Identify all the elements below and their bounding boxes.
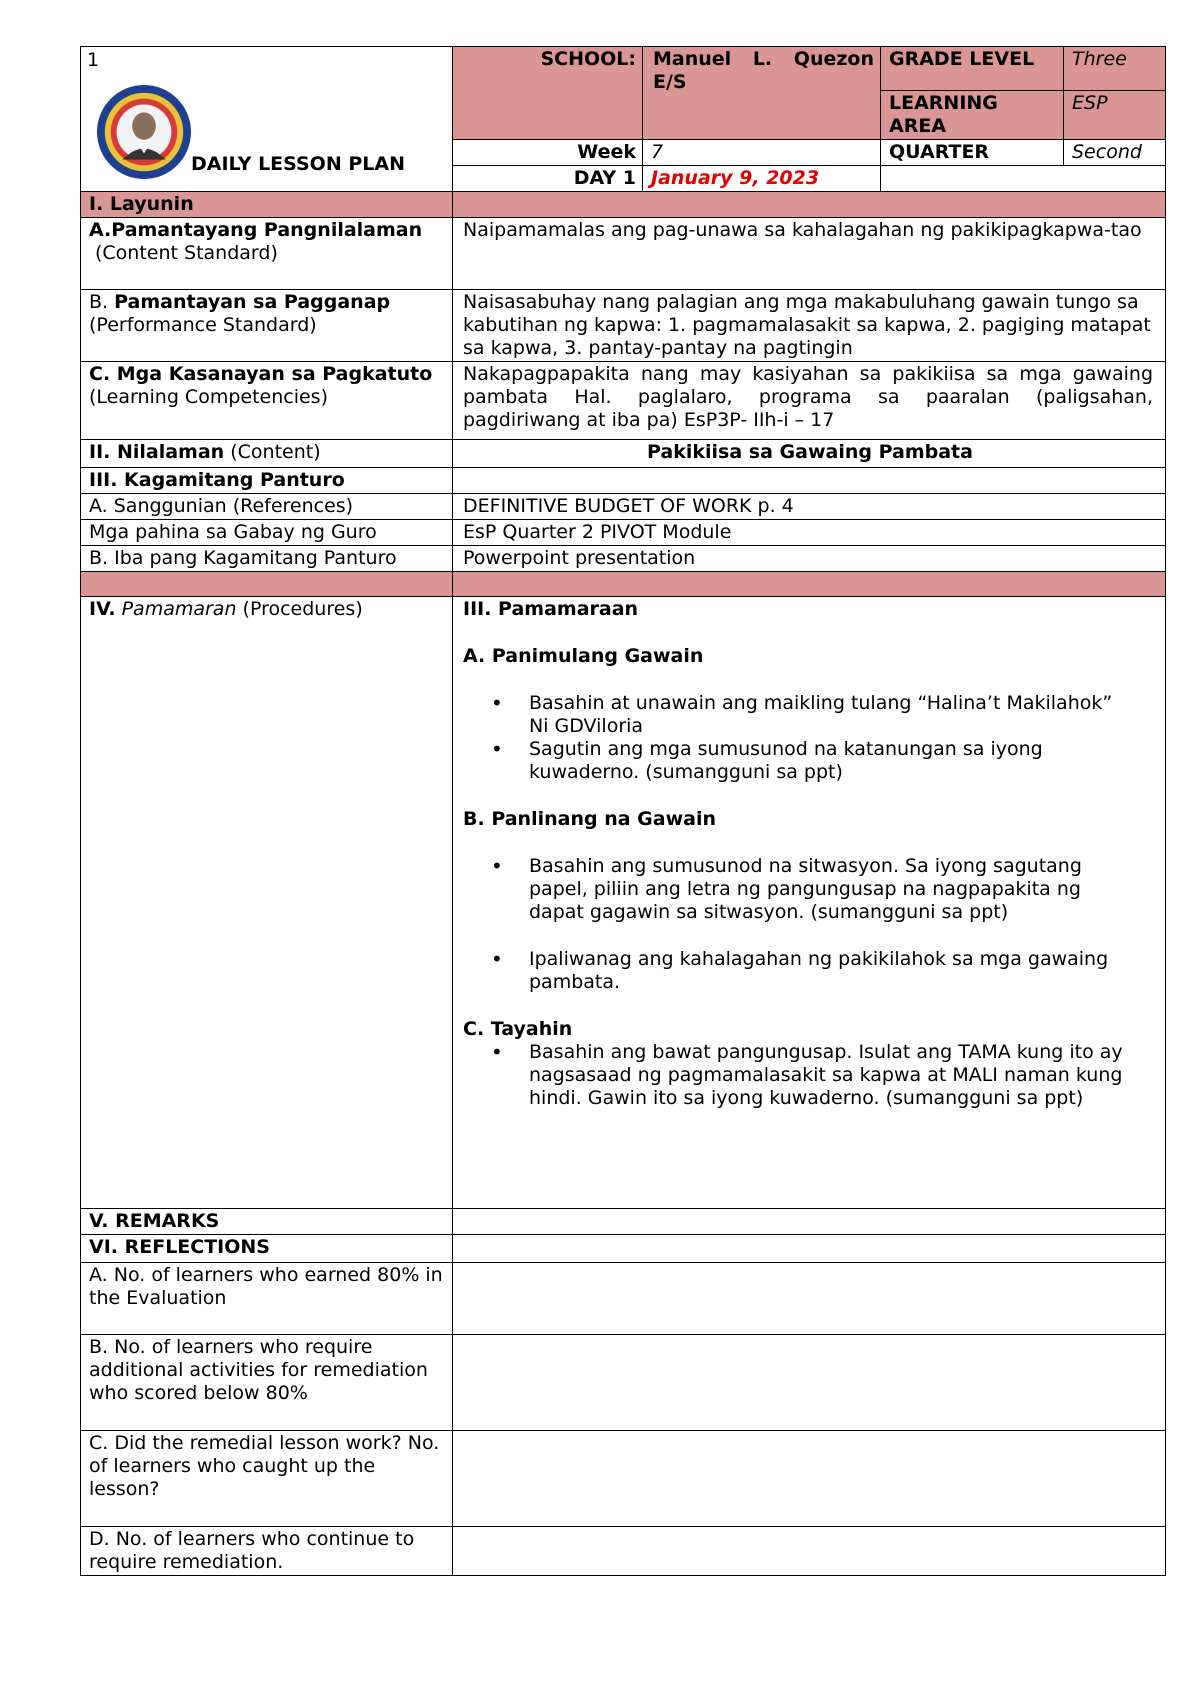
performance-standard-label <box>81 290 453 362</box>
section-c-list <box>463 1041 1125 1110</box>
lesson-plan-sheet <box>80 46 1165 1576</box>
lesson-plan-table <box>80 46 1166 1576</box>
reflections-value <box>453 1235 1166 1263</box>
performance-standard-value: Naisasabuhay nang palagian ang mga makabuluhang gawain tungo sa kabutihan ng kapwa: 1. pagmamalasakit sa kapwa, 2. pagiging matapat sa kapwa, 3. pantay-pantay na pagtingin <box>453 290 1166 362</box>
quarter-value: Second <box>1064 140 1166 166</box>
layunin-heading: I. Layunin <box>81 192 453 218</box>
layunin-bar <box>453 192 1166 218</box>
competencies-title: C. Mga Kasanayan sa Pagkatuto <box>89 363 433 385</box>
kagamitan-empty <box>453 468 1166 494</box>
reflection-b-label: B. No. of learners who require additional activities for remediation who scored below 80% <box>81 1335 453 1431</box>
remarks-heading: V. REMARKS <box>81 1209 453 1235</box>
procedures-heading: III. Pamamaraan <box>463 598 639 620</box>
nilalaman-value: Pakikiisa sa Gawaing Pambata <box>453 440 1166 468</box>
separator-bar-right <box>453 572 1166 597</box>
nilalaman-label <box>81 440 453 468</box>
header-logo-cell <box>81 47 453 192</box>
other-materials-value: Powerpoint presentation <box>453 546 1166 572</box>
list-item: • Basahin ang bawat pangungusap. Isulat ang TAMA kung ito ay nagsasaad ng pagmamalasakit sa kapwa at MALI naman kung hindi. Gawin ito sa iyong kuwaderno. (sumangguni sa ppt) <box>529 1041 1125 1110</box>
procedures-content <box>453 597 1166 1209</box>
section-a-list <box>463 692 1125 784</box>
references-label: A. Sanggunian (References) <box>81 494 453 520</box>
week-value: 7 <box>643 140 881 166</box>
poem-instruction: • Basahin at unawain ang maikling tulang “Halina’t Makilahok” <box>529 692 1113 714</box>
reflection-c-label: C. Did the remedial lesson work? No. of learners who caught up the lesson? <box>81 1431 453 1527</box>
section-b-list-2 <box>463 948 1125 994</box>
other-materials-label: B. Iba pang Kagamitang Panturo <box>81 546 453 572</box>
content-standard-label <box>81 218 453 290</box>
reflection-d-label: D. No. of learners who continue to require remediation. <box>81 1527 453 1576</box>
grade-level-value: Three <box>1064 47 1166 91</box>
learning-area-value: ESP <box>1064 91 1166 140</box>
list-item: • Sagutin ang mga sumusunod na katanungan sa iyong kuwaderno. (sumangguni sa ppt) <box>529 738 1125 784</box>
learning-area-label: LEARNING AREA <box>881 91 1064 140</box>
procedures-number: IV. <box>89 598 116 620</box>
reflection-b-value <box>453 1335 1166 1431</box>
school-value: Manuel L. Quezon E/S <box>643 47 881 140</box>
competencies-sub: (Learning Competencies) <box>89 386 328 408</box>
competencies-value: Nakapagpapakita nang may kasiyahan sa pakikiisa sa mga gawaing pambata Hal. paglalaro, programa sa paaralan (paligsahan, pagdiriwang at iba pa) EsP3P- IIh-i – 17 <box>453 362 1166 440</box>
list-item: • Basahin ang sumusunod na sitwasyon. Sa iyong sagutang papel, piliin ang letra ng pangungusap na nagpapakita ng dapat gagawin sa sitwasyon. (sumangguni sa ppt) <box>529 855 1125 924</box>
section-b-list <box>463 855 1125 924</box>
reflection-a-label: A. No. of learners who earned 80% in the Evaluation <box>81 1263 453 1335</box>
procedures-sub: (Procedures) <box>242 598 363 620</box>
performance-standard-title: Pamantayan sa Pagganap <box>114 291 391 313</box>
day-empty-cell <box>881 166 1166 192</box>
content-standard-title: A.Pamantayang Pangnilalaman <box>89 219 423 241</box>
grade-level-label: GRADE LEVEL <box>881 47 1064 91</box>
nilalaman-title: II. Nilalaman <box>89 441 225 463</box>
teacher-guide-value: EsP Quarter 2 PIVOT Module <box>453 520 1166 546</box>
section-b-heading: B. Panlinang na Gawain <box>463 808 716 830</box>
reflection-c-value <box>453 1431 1166 1527</box>
school-label: SCHOOL: <box>453 47 643 140</box>
day-date: January 9, 2023 <box>643 166 881 192</box>
section-c-heading: C. Tayahin <box>463 1018 573 1040</box>
school-logo-icon <box>95 83 193 181</box>
week-label: Week <box>453 140 643 166</box>
performance-standard-prefix: B. <box>89 291 109 313</box>
reflections-heading: VI. REFLECTIONS <box>81 1235 453 1263</box>
reflection-a-value <box>453 1263 1166 1335</box>
nilalaman-sub: (Content) <box>224 441 321 463</box>
remarks-value <box>453 1209 1166 1235</box>
reflection-d-value <box>453 1527 1166 1576</box>
poem-author: Ni GDViloria <box>529 715 644 737</box>
lesson-plan-title: DAILY LESSON PLAN <box>191 153 405 175</box>
competencies-label <box>81 362 453 440</box>
list-item: • Ipaliwanag ang kahalagahan ng pakikilahok sa mga gawaing pambata. <box>529 948 1125 994</box>
kagamitan-heading: III. Kagamitang Panturo <box>81 468 453 494</box>
references-value: DEFINITIVE BUDGET OF WORK p. 4 <box>453 494 1166 520</box>
teacher-guide-label: Mga pahina sa Gabay ng Guro <box>81 520 453 546</box>
content-standard-value: Naipamamalas ang pag-unawa sa kahalagahan ng pakikipagkapwa-tao <box>453 218 1166 290</box>
section-a-heading: A. Panimulang Gawain <box>463 645 704 667</box>
content-standard-sub: (Content Standard) <box>95 242 278 264</box>
separator-bar-left <box>81 572 453 597</box>
procedures-title: Pamamaran <box>121 598 237 620</box>
quarter-label: QUARTER <box>881 140 1064 166</box>
procedures-label <box>81 597 453 1209</box>
day-label: DAY 1 <box>453 166 643 192</box>
list-item <box>529 692 1125 738</box>
performance-standard-sub: (Performance Standard) <box>89 314 317 336</box>
page-number: 1 <box>87 49 100 71</box>
